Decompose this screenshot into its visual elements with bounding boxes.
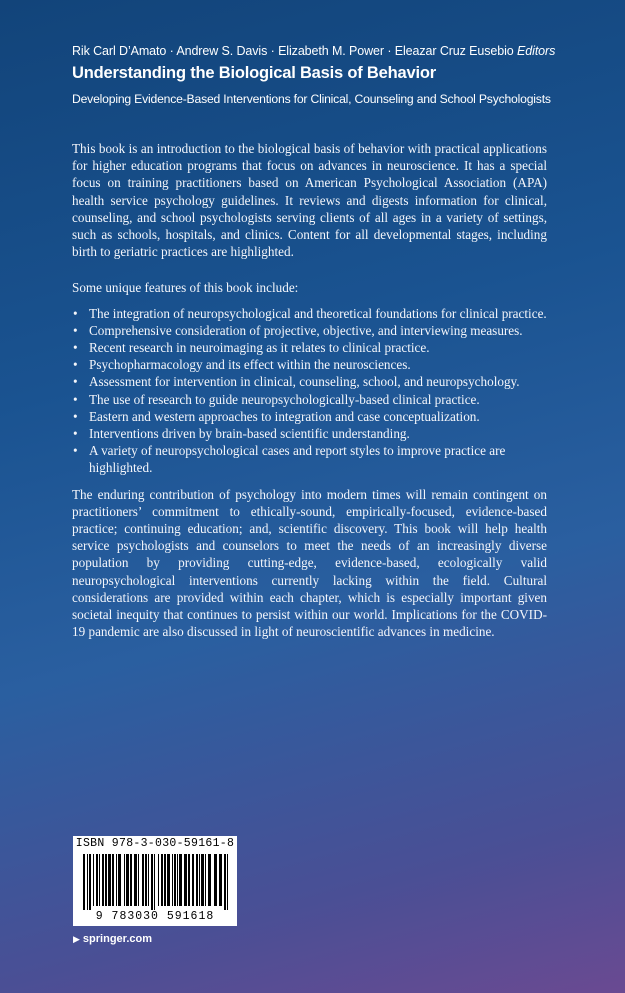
barcode-bar	[130, 854, 132, 906]
bullet-icon: •	[73, 374, 78, 390]
feature-item	[72, 373, 547, 390]
feature-text: A variety of neuropsychological cases and report styles to improve practice are highlighted.	[89, 443, 506, 476]
feature-item	[72, 322, 547, 339]
barcode-bar	[199, 854, 200, 906]
feature-item	[72, 408, 547, 425]
bullet-icon: •	[73, 391, 78, 407]
barcode	[73, 836, 237, 926]
feature-text: The use of research to guide neuropsychologically-based clinical practice.	[89, 391, 480, 407]
barcode-bar	[201, 854, 204, 906]
authors-names: Rik Carl D’Amato · Andrew S. Davis · Elizabeth M. Power · Eleazar Cruz Eusebio	[72, 44, 514, 58]
barcode-bar	[174, 854, 176, 906]
features-list	[72, 305, 547, 477]
barcode-bar	[96, 854, 98, 906]
barcode-bar	[227, 854, 228, 910]
feature-item	[72, 305, 547, 322]
features-lead: Some unique features of this book include:	[72, 280, 299, 296]
barcode-digits: 9 783030 591618	[95, 910, 215, 923]
barcode-bar	[126, 854, 129, 906]
barcode-bars	[77, 854, 233, 910]
feature-text: Psychopharmacology and its effect within the neurosciences.	[89, 357, 411, 373]
bullet-icon: •	[73, 408, 78, 424]
intro-paragraph: This book is an introduction to the biological basis of behavior with practical applications for higher education programs that focus on advances in neuroscience. It has a special focus on training practitioners based on American Psychological Association (APA) health service psychology guidelines. It reviews and digests information for clinical, counseling, and school psychologists serving clients of all ages in a variety of settings, such as schools, hospitals, and clinics. Content for all developmental stages, including birth to geriatric practices are highlighted.	[72, 141, 547, 260]
bullet-icon: •	[73, 340, 78, 356]
feature-text: Comprehensive consideration of projective, objective, and interviewing measures.	[89, 322, 523, 338]
barcode-bar	[167, 854, 170, 906]
feature-item	[72, 391, 547, 408]
barcode-bar	[105, 854, 107, 906]
barcode-bar	[93, 854, 94, 906]
feature-item	[72, 425, 547, 442]
barcode-bar	[116, 854, 117, 906]
blurb-body	[72, 140, 547, 640]
barcode-bar	[112, 854, 114, 906]
barcode-bar	[196, 854, 198, 906]
editors-label: Editors	[517, 44, 556, 58]
barcode-bar	[205, 854, 206, 906]
barcode-bar	[99, 854, 100, 906]
book-subtitle: Developing Evidence-Based Interventions for Clinical, Counseling and School Psychologists	[72, 92, 551, 106]
feature-text: Interventions driven by brain-based scientific understanding.	[89, 426, 410, 442]
barcode-bar	[177, 854, 178, 906]
bullet-icon: •	[73, 357, 78, 373]
feature-text: Eastern and western approaches to integration and case conceptualization.	[89, 408, 480, 424]
barcode-bar	[224, 854, 226, 910]
barcode-bar	[161, 854, 163, 906]
barcode-bar	[151, 854, 153, 910]
barcode-bar	[192, 854, 194, 906]
feature-text: The integration of neuropsychological and theoretical foundations for clinical practice.	[89, 305, 547, 321]
bullet-icon: •	[73, 443, 78, 459]
barcode-bar	[83, 854, 85, 910]
feature-item	[72, 356, 547, 373]
barcode-bar	[158, 854, 159, 906]
publisher-url: springer.com	[82, 933, 152, 945]
authors-line	[72, 44, 555, 58]
publisher-link[interactable]	[73, 933, 152, 945]
bullet-icon: •	[73, 322, 78, 338]
barcode-bar	[87, 854, 88, 910]
barcode-bar	[108, 854, 111, 906]
barcode-bar	[134, 854, 137, 906]
barcode-bar	[184, 854, 187, 906]
feature-item	[72, 442, 547, 476]
feature-text: Assessment for intervention in clinical, counseling, school, and neuropsychology.	[89, 374, 520, 390]
triangle-right-icon: ▶	[73, 934, 80, 944]
barcode-bar	[145, 854, 147, 906]
barcode-bar	[148, 854, 149, 906]
bullet-icon: •	[73, 426, 78, 442]
barcode-bar	[188, 854, 190, 906]
barcode-bar	[118, 854, 121, 906]
isbn-label: ISBN 978-3-030-59161-8	[75, 837, 235, 850]
barcode-bar	[179, 854, 182, 906]
feature-text: Recent research in neuroimaging as it relates to clinical practice.	[89, 340, 430, 356]
barcode-bar	[154, 854, 155, 910]
book-title: Understanding the Biological Basis of Behavior	[72, 64, 436, 82]
barcode-bar	[214, 854, 217, 906]
barcode-bar	[208, 854, 211, 906]
feature-item	[72, 339, 547, 356]
barcode-bar	[142, 854, 144, 906]
barcode-bar	[164, 854, 166, 906]
barcode-bar	[219, 854, 222, 906]
bullet-icon: •	[73, 305, 78, 321]
barcode-bar	[89, 854, 91, 910]
barcode-bar	[124, 854, 125, 906]
barcode-bar	[172, 854, 173, 906]
closing-paragraph: The enduring contribution of psychology into modern times will remain contingent on practitioners’ commitment to ethically-sound, empirically-focused, evidence-based practice; continuing education; and, scientific discovery. This book will help health service psychologists and counselors to meet the needs of an increasingly diverse population by providing cutting-edge, evidence-based, ecologically valid neuropsychological interventions currently lacking within the field. Cultural considerations are provided within each chapter, which is especially important given societal inequity that continues to persist within our world. Implications for the COVID-19 pandemic are also discussed in light of neuroscientific advances in medicine.	[72, 486, 547, 640]
barcode-bar	[102, 854, 104, 906]
barcode-bar	[138, 854, 139, 906]
